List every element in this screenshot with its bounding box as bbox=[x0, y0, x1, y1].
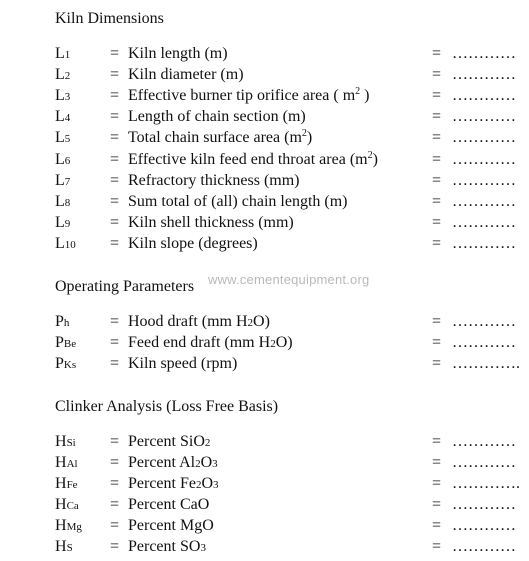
value-blank: ………… bbox=[452, 66, 516, 83]
symbol: Ph bbox=[55, 313, 70, 330]
value-blank: ………… bbox=[452, 193, 516, 210]
description: Kiln slope (degrees) bbox=[128, 235, 258, 252]
value-blank: …………. bbox=[452, 475, 520, 492]
description: Refractory thickness (mm) bbox=[128, 172, 300, 189]
equals-sign: = bbox=[432, 151, 442, 168]
equals-sign: = bbox=[110, 475, 120, 492]
equals-sign: = bbox=[110, 313, 120, 330]
value-blank: ………… bbox=[452, 235, 516, 252]
description: Feed end draft (mm H2O) bbox=[128, 334, 293, 351]
equals-sign: = bbox=[432, 193, 442, 210]
description: Sum total of (all) chain length (m) bbox=[128, 193, 348, 210]
symbol: HS bbox=[55, 538, 73, 555]
equals-sign: = bbox=[432, 108, 442, 125]
equals-sign: = bbox=[432, 214, 442, 231]
symbol: L4 bbox=[55, 108, 71, 125]
value-blank: ………… bbox=[452, 433, 516, 450]
equals-sign: = bbox=[110, 214, 120, 231]
equals-sign: = bbox=[110, 454, 120, 471]
equals-sign: = bbox=[110, 151, 120, 168]
list-item bbox=[55, 353, 525, 374]
value-blank: ………… bbox=[452, 334, 516, 351]
equals-sign: = bbox=[432, 66, 442, 83]
value-blank: ………… bbox=[452, 214, 516, 231]
section-title-clinker-analysis: Clinker Analysis (Loss Free Basis) bbox=[55, 398, 279, 415]
list-item bbox=[55, 43, 525, 64]
equals-sign: = bbox=[432, 172, 442, 189]
symbol: L3 bbox=[55, 87, 71, 104]
symbol: L8 bbox=[55, 193, 71, 210]
description: Kiln diameter (m) bbox=[128, 66, 244, 83]
value-blank: ………… bbox=[452, 87, 516, 104]
equals-sign: = bbox=[432, 475, 442, 492]
equals-sign: = bbox=[110, 45, 120, 62]
symbol: HCa bbox=[55, 496, 79, 513]
description: Length of chain section (m) bbox=[128, 108, 306, 125]
list-item bbox=[55, 212, 525, 233]
description: Kiln length (m) bbox=[128, 45, 228, 62]
equals-sign: = bbox=[110, 355, 120, 372]
symbol: L5 bbox=[55, 129, 71, 146]
equals-sign: = bbox=[110, 87, 120, 104]
equals-sign: = bbox=[110, 66, 120, 83]
description: Effective burner tip orifice area ( $m^2$ ) bbox=[128, 86, 370, 104]
description: Total chain surface area $(m^2)$ bbox=[128, 128, 313, 146]
equals-sign: = bbox=[432, 45, 442, 62]
equals-sign: = bbox=[432, 454, 442, 471]
symbol: L1 bbox=[55, 45, 71, 62]
section-title-kiln-dimensions: Kiln Dimensions bbox=[55, 10, 164, 27]
equals-sign: = bbox=[432, 496, 442, 513]
description: Percent SO3 bbox=[128, 538, 206, 555]
equals-sign: = bbox=[110, 496, 120, 513]
symbol: PBe bbox=[55, 334, 77, 351]
symbol: L6 bbox=[55, 151, 71, 168]
symbol: L7 bbox=[55, 172, 71, 189]
equals-sign: = bbox=[110, 193, 120, 210]
symbol: L10 bbox=[55, 235, 76, 252]
equals-sign: = bbox=[110, 129, 120, 146]
list-item bbox=[55, 431, 525, 452]
equals-sign: = bbox=[432, 517, 442, 534]
description: Effective kiln feed end throat area $(m^2)$ bbox=[128, 150, 378, 168]
equals-sign: = bbox=[432, 129, 442, 146]
description: Percent Fe2O3 bbox=[128, 475, 219, 492]
equals-sign: = bbox=[432, 235, 442, 252]
equals-sign: = bbox=[432, 355, 442, 372]
value-blank: …………. bbox=[452, 355, 520, 372]
value-blank: ………… bbox=[452, 538, 516, 555]
value-blank: ………… bbox=[452, 454, 516, 471]
watermark: www.cementequipment.org bbox=[208, 272, 370, 287]
value-blank: ………… bbox=[452, 45, 516, 62]
list-item bbox=[55, 106, 525, 127]
equals-sign: = bbox=[432, 334, 442, 351]
list-item bbox=[55, 452, 525, 473]
description: Percent SiO2 bbox=[128, 433, 211, 450]
description: Kiln shell thickness (mm) bbox=[128, 214, 294, 231]
equals-sign: = bbox=[110, 172, 120, 189]
symbol: L9 bbox=[55, 214, 71, 231]
equals-sign: = bbox=[432, 313, 442, 330]
value-blank: ………… bbox=[452, 129, 516, 146]
description: Hood draft (mm H2O) bbox=[128, 313, 270, 330]
list-item bbox=[55, 149, 525, 170]
list-item bbox=[55, 515, 525, 536]
equals-sign: = bbox=[110, 433, 120, 450]
list-item bbox=[55, 473, 525, 494]
list-item bbox=[55, 494, 525, 515]
symbol: HMg bbox=[55, 517, 82, 534]
list-item bbox=[55, 127, 525, 148]
equals-sign: = bbox=[110, 538, 120, 555]
equals-sign: = bbox=[110, 235, 120, 252]
value-blank: ………… bbox=[452, 517, 516, 534]
equals-sign: = bbox=[432, 433, 442, 450]
symbol: L2 bbox=[55, 66, 71, 83]
value-blank: ………… bbox=[452, 496, 516, 513]
description: Kiln speed (rpm) bbox=[128, 355, 238, 372]
list-item bbox=[55, 233, 525, 254]
equals-sign: = bbox=[432, 87, 442, 104]
value-blank: ………… bbox=[452, 108, 516, 125]
value-blank: ………… bbox=[452, 151, 516, 168]
equals-sign: = bbox=[110, 108, 120, 125]
value-blank: ………… bbox=[452, 172, 516, 189]
symbol: PKs bbox=[55, 355, 77, 372]
equals-sign: = bbox=[110, 517, 120, 534]
description: Percent Al2O3 bbox=[128, 454, 218, 471]
list-item bbox=[55, 191, 525, 212]
list-item bbox=[55, 64, 525, 85]
section-title-operating-parameters: Operating Parameters bbox=[55, 278, 195, 295]
description: Percent MgO bbox=[128, 517, 214, 534]
equals-sign: = bbox=[432, 538, 442, 555]
symbol: HSi bbox=[55, 433, 76, 450]
list-item bbox=[55, 536, 525, 557]
list-item bbox=[55, 85, 525, 106]
list-item bbox=[55, 311, 525, 332]
equals-sign: = bbox=[110, 334, 120, 351]
description: Percent CaO bbox=[128, 496, 210, 513]
symbol: HFe bbox=[55, 475, 78, 492]
value-blank: ………… bbox=[452, 313, 516, 330]
list-item bbox=[55, 332, 525, 353]
list-item bbox=[55, 170, 525, 191]
symbol: HAl bbox=[55, 454, 78, 471]
